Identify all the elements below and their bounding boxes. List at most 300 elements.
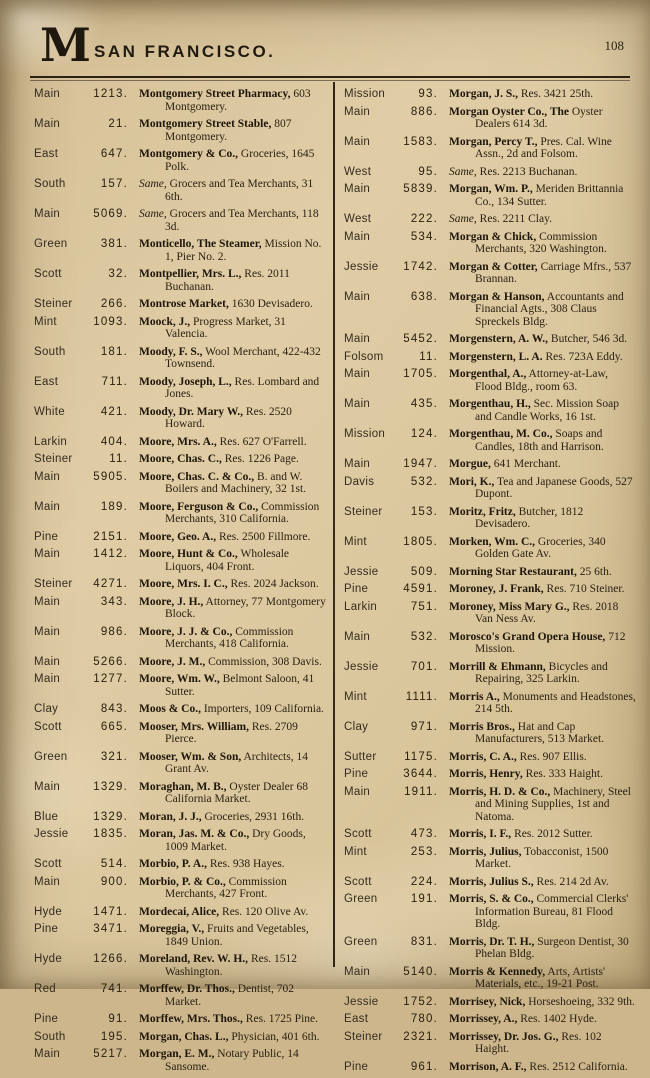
exchange-name: Main <box>34 875 61 888</box>
exchange-name: Mission <box>344 428 386 440</box>
entry-text: Morgan, Percy T., Pres. Cal. Wine Assn., 2d and Folsom. <box>449 135 612 160</box>
phone-number: 1111. <box>405 690 438 703</box>
phone-number: 1471. <box>93 905 128 918</box>
directory-entry <box>34 1031 326 1044</box>
exchange-name: Main <box>34 470 61 483</box>
subscriber-name: Morbio, P. & Co., <box>139 875 226 888</box>
exchange-name: South <box>34 178 66 190</box>
directory-entry <box>344 936 636 961</box>
phone-number: 741. <box>100 983 128 995</box>
directory-entry <box>344 966 636 991</box>
subscriber-name: Morris, C. A., <box>449 750 517 763</box>
entry-text: Morrison, A. F., Res. 2512 California. <box>449 1060 628 1073</box>
directory-entry <box>344 631 636 656</box>
directory-entry <box>34 238 326 263</box>
subscriber-name: Moos & Co., <box>139 703 201 715</box>
directory-entry <box>344 368 636 393</box>
subscriber-name: Morffew, Dr. Thos., <box>139 983 235 995</box>
directory-entry <box>344 183 636 208</box>
directory-entry <box>344 893 636 931</box>
directory-entry <box>34 548 326 573</box>
directory-entry <box>344 231 636 256</box>
phone-number: 843. <box>100 703 128 715</box>
directory-entry <box>34 828 326 853</box>
phone-number: 93. <box>418 88 438 100</box>
directory-entry <box>34 983 326 1008</box>
entry-text: Morgan & Chick, Commission Merchants, 320 Washington. <box>449 230 607 255</box>
directory-entry <box>34 88 326 113</box>
exchange-name: Steiner <box>344 505 383 518</box>
exchange-name: Jessie <box>344 995 379 1008</box>
phone-number: 900. <box>100 875 128 888</box>
exchange-name: Main <box>34 655 61 668</box>
subscriber-name: Moroney, Miss Mary G., <box>449 600 570 613</box>
subscriber-name: Morning Star Restaurant, <box>449 565 577 578</box>
exchange-name: Mint <box>34 315 57 328</box>
directory-entry <box>34 471 326 496</box>
subscriber-name: Morgan, Chas. L., <box>139 1030 229 1043</box>
entry-text: Morris, C. A., Res. 907 Ellis. <box>449 750 587 763</box>
exchange-name: Scott <box>34 858 62 870</box>
entry-text: Morris A., Monuments and Headstones, 214 5th. <box>449 690 636 715</box>
exchange-name: West <box>344 165 372 178</box>
exchange-name: Main <box>34 780 61 793</box>
subscriber-name: Moran, Jas. M. & Co., <box>139 828 250 840</box>
directory-entry <box>34 118 326 143</box>
entry-text: Moock, J., Progress Market, 31 Valencia. <box>139 315 286 340</box>
subscriber-name: Morgenstern, L. A. <box>449 350 543 363</box>
phone-number: 1266. <box>93 953 128 965</box>
directory-entry <box>34 1048 326 1073</box>
header-rule <box>30 76 630 81</box>
entry-text: Montrose Market, 1630 Devisadero. <box>139 298 313 310</box>
entry-text: Morning Star Restaurant, 25 6th. <box>449 565 612 578</box>
exchange-name: Main <box>34 548 61 560</box>
subscriber-name: Moore, Chas. C. & Co., <box>139 470 255 483</box>
entry-text: Morris, H. D. & Co., Machinery, Steel and Mining Supplies, 1st and Natoma. <box>449 785 631 823</box>
entry-text: Moore, Chas. C. & Co., B. and W. Boilers and Machinery, 32 1st. <box>139 470 307 495</box>
exchange-name: Main <box>344 630 371 643</box>
phone-number: 5905. <box>93 470 128 483</box>
phone-number: 665. <box>100 720 128 733</box>
entry-text: Moore, Wm. W., Belmont Saloon, 41 Sutter. <box>139 673 315 698</box>
exchange-name: Hyde <box>34 905 63 918</box>
subscriber-name: Morgenthau, H., <box>449 398 531 410</box>
exchange-name: Main <box>34 208 61 220</box>
exchange-name: West <box>344 213 372 225</box>
subscriber-name: Moreland, Rev. W. H., <box>139 953 249 965</box>
subscriber-name: Morris, Dr. T. H., <box>449 935 535 948</box>
phone-number: 21. <box>108 118 128 130</box>
directory-entry <box>344 876 636 889</box>
exchange-name: Sutter <box>344 750 377 763</box>
subscriber-name: Moore, J. J. & Co., <box>139 625 233 638</box>
directory-entry <box>344 846 636 871</box>
exchange-name: Main <box>344 183 371 195</box>
exchange-name: Main <box>344 333 371 345</box>
subscriber-name: Moreggia, V., <box>139 923 205 935</box>
phone-number: 509. <box>410 565 438 578</box>
directory-entry <box>34 346 326 371</box>
phone-number: 514. <box>100 858 128 870</box>
phone-number: 780. <box>410 1013 438 1025</box>
directory-entry <box>344 691 636 716</box>
directory-entry <box>344 213 636 226</box>
entry-text: Moore, Ferguson & Co., Commission Merchants, 310 California. <box>139 500 320 525</box>
entry-text: Morris, Julius, Tobacconist, 1500 Market. <box>449 845 609 870</box>
directory-entry <box>34 578 326 591</box>
directory-entry <box>344 458 636 471</box>
directory-entry <box>344 333 636 346</box>
phone-number: 404. <box>100 435 128 448</box>
subscriber-name: Moore, Wm. W., <box>139 673 220 685</box>
exchange-name: Mission <box>344 88 386 100</box>
exchange-name: Main <box>344 368 371 380</box>
subscriber-name: Morffew, Mrs. Thos., <box>139 1013 243 1025</box>
entry-text: Monticello, The Steamer, Mission No. 1, Pier No. 2. <box>139 238 322 263</box>
directory-entry <box>344 351 636 364</box>
subscriber-name: Moore, Geo. A., <box>139 530 217 543</box>
directory-entry <box>344 261 636 286</box>
directory-entry <box>344 106 636 131</box>
phone-number: 647. <box>100 148 128 160</box>
entry-text: Morris, Dr. T. H., Surgeon Dentist, 30 Phelan Bldg. <box>449 935 629 960</box>
phone-number: 266. <box>100 298 128 310</box>
exchange-name: Main <box>34 625 61 638</box>
exchange-name: Main <box>34 500 61 513</box>
entry-text: Morgenthau, H., Sec. Mission Soap and Candle Works, 16 1st. <box>449 398 619 423</box>
column-divider <box>333 82 335 967</box>
entry-text: Moore, Mrs. A., Res. 627 O'Farrell. <box>139 435 307 448</box>
phone-number: 435. <box>410 398 438 410</box>
directory-entry <box>344 291 636 329</box>
subscriber-name: Morbio, P. A., <box>139 858 207 870</box>
exchange-name: Pine <box>34 923 59 935</box>
exchange-name: Clay <box>34 703 59 715</box>
entry-text: Morrissey, Dr. Jos. G., Res. 102 Haight. <box>449 1030 602 1055</box>
directory-entry <box>344 828 636 841</box>
directory-entry <box>34 298 326 311</box>
directory-entry <box>344 476 636 501</box>
subscriber-name: Mordecai, Alice, <box>139 905 220 918</box>
entry-text: Moreland, Rev. W. H., Res. 1512 Washington. <box>139 953 297 978</box>
phone-number: 5266. <box>93 655 128 668</box>
directory-column-right <box>344 88 636 1078</box>
exchange-name: Larkin <box>344 600 378 613</box>
phone-number: 3471. <box>93 923 128 935</box>
phone-number: 751. <box>410 600 438 613</box>
entry-text: Moore, J. M., Commission, 308 Davis. <box>139 655 322 668</box>
entry-text: Mori, K., Tea and Japanese Goods, 527 Dupont. <box>449 475 633 500</box>
phone-number: 343. <box>100 595 128 608</box>
directory-entry <box>34 781 326 806</box>
directory-entry <box>34 858 326 871</box>
phone-number: 5069. <box>93 208 128 220</box>
directory-entry <box>34 531 326 544</box>
phone-number: 711. <box>101 375 128 388</box>
phone-number: 157. <box>100 178 128 190</box>
subscriber-name: Morgan Oyster Co., The <box>449 105 569 118</box>
exchange-name: Jessie <box>344 660 379 673</box>
phone-number: 1947. <box>403 458 438 470</box>
phone-number: 124. <box>410 428 438 440</box>
directory-entry <box>344 661 636 686</box>
entry-text: Morris, I. F., Res. 2012 Sutter. <box>449 828 593 840</box>
directory-entry <box>344 583 636 596</box>
phone-number: 986. <box>100 625 128 638</box>
exchange-name: Green <box>344 893 378 905</box>
entry-text: Mordecai, Alice, Res. 120 Olive Av. <box>139 905 309 918</box>
exchange-name: Main <box>344 230 371 243</box>
subscriber-name: Morgan, Wm. P., <box>449 183 533 195</box>
page-number: 108 <box>604 38 624 53</box>
directory-entry <box>344 566 636 579</box>
directory-entry <box>34 953 326 978</box>
phone-number: 381. <box>100 238 128 250</box>
directory-entry <box>344 751 636 764</box>
entry-text: Moore, Hunt & Co., Wholesale Liquors, 404 Front. <box>139 548 290 573</box>
directory-entry <box>34 703 326 716</box>
subscriber-name: Morgan & Hanson, <box>449 290 545 303</box>
entry-text: Moroney, Miss Mary G., Res. 2018 Van Ness Av. <box>449 600 619 625</box>
entry-text: Morris & Kennedy, Arts, Artists' Materials, etc., 19-21 Post. <box>449 965 606 990</box>
phone-number: 1752. <box>403 995 438 1008</box>
subscriber-name: Morgenthal, A., <box>449 368 527 380</box>
subscriber-name: Same, <box>449 165 477 178</box>
entry-text: Morrill & Ehmann, Bicycles and Repairing, 325 Larkin. <box>449 660 608 685</box>
exchange-name: Main <box>34 88 61 100</box>
subscriber-name: Morrisey, Nick, <box>449 995 526 1008</box>
exchange-name: Mint <box>344 845 367 858</box>
subscriber-name: Morrissey, Dr. Jos. G., <box>449 1030 559 1043</box>
exchange-name: Jessie <box>344 260 379 273</box>
phone-number: 321. <box>100 750 128 763</box>
subscriber-name: Montgomery Street Stable, <box>139 118 272 130</box>
page-title: SAN FRANCISCO. <box>94 42 276 61</box>
entry-text: Moos & Co., Importers, 109 California. <box>139 703 324 715</box>
directory-entry <box>344 166 636 179</box>
subscriber-name: Moore, Mrs. I. C., <box>139 578 228 590</box>
entry-text: Same, Grocers and Tea Merchants, 31 6th. <box>139 178 314 203</box>
exchange-name: Main <box>344 135 371 148</box>
entry-text: Moran, Jas. M. & Co., Dry Goods, 1009 Market. <box>139 828 306 853</box>
exchange-name: Steiner <box>34 298 73 310</box>
entry-text: Moreggia, V., Fruits and Vegetables, 1849 Union. <box>139 923 309 948</box>
phone-number: 153. <box>410 505 438 518</box>
phone-number: 5839. <box>403 183 438 195</box>
exchange-name: East <box>34 375 59 388</box>
directory-entry <box>34 406 326 431</box>
subscriber-name: Moroney, J. Frank, <box>449 583 544 595</box>
directory-entry <box>34 673 326 698</box>
exchange-name: Main <box>344 458 371 470</box>
subscriber-name: Same, <box>449 213 477 225</box>
directory-entry <box>344 136 636 161</box>
subscriber-name: Moore, Hunt & Co., <box>139 548 238 560</box>
subscriber-name: Moore, Chas. C., <box>139 453 222 465</box>
exchange-name: Jessie <box>344 565 379 578</box>
entry-text: Morgan & Hanson, Accountants and Financial Agts., 308 Claus Spreckels Bldg. <box>449 290 624 328</box>
subscriber-name: Morgan & Chick, <box>449 230 537 243</box>
phone-number: 222. <box>410 213 438 225</box>
subscriber-name: Moody, Dr. Mary W., <box>139 405 244 418</box>
exchange-name: Jessie <box>34 828 69 840</box>
directory-entry <box>344 768 636 781</box>
directory-entry <box>34 436 326 449</box>
phone-number: 1093. <box>93 315 128 328</box>
subscriber-name: Morken, Wm. C., <box>449 535 536 548</box>
subscriber-name: Morgan, J. S., <box>449 88 518 100</box>
phone-number: 91. <box>108 1013 128 1025</box>
exchange-name: Green <box>344 935 378 948</box>
directory-entry <box>344 601 636 626</box>
entry-text: Moody, Dr. Mary W., Res. 2520 Howard. <box>139 405 292 430</box>
directory-entry <box>344 88 636 101</box>
subscriber-name: Morrill & Ehmann, <box>449 660 546 673</box>
phone-number: 1175. <box>404 750 438 763</box>
subscriber-name: Morrison, A. F., <box>449 1060 527 1073</box>
section-letter: M <box>40 18 91 72</box>
subscriber-name: Same, <box>139 208 167 220</box>
phone-number: 961. <box>410 1060 438 1073</box>
entry-text: Mooser, Mrs. William, Res. 2709 Pierce. <box>139 720 298 745</box>
subscriber-name: Same, <box>139 178 167 190</box>
entry-text: Morken, Wm. C., Groceries, 340 Golden Gate Av. <box>449 535 606 560</box>
phone-number: 1583. <box>403 135 438 148</box>
entry-text: Moore, J. H., Attorney, 77 Montgomery Block. <box>139 595 326 620</box>
phone-number: 701. <box>410 660 438 673</box>
phone-number: 1911. <box>404 785 438 798</box>
phone-number: 1705. <box>403 368 438 380</box>
entry-text: Morris Bros., Hat and Cap Manufacturers, 513 Market. <box>449 720 605 745</box>
entry-text: Morgenthal, A., Attorney-at-Law, Flood Bldg., room 63. <box>449 368 608 393</box>
phone-number: 421. <box>100 405 128 418</box>
directory-entry <box>344 996 636 1009</box>
phone-number: 11. <box>419 350 438 363</box>
directory-entry <box>34 178 326 203</box>
phone-number: 971. <box>410 720 438 733</box>
exchange-name: Davis <box>344 475 375 488</box>
subscriber-name: Moritz, Fritz, <box>449 505 516 518</box>
exchange-name: East <box>344 1013 369 1025</box>
subscriber-name: Moody, Joseph, L., <box>139 375 232 388</box>
subscriber-name: Morris, S. & Co., <box>449 893 534 905</box>
entry-text: Morgue, 641 Merchant. <box>449 458 561 470</box>
subscriber-name: Mori, K., <box>449 475 495 488</box>
entry-text: Moore, J. J. & Co., Commission Merchants, 418 California. <box>139 625 294 650</box>
page-header <box>36 18 624 72</box>
exchange-name: Red <box>34 983 56 995</box>
exchange-name: South <box>34 1030 66 1043</box>
entry-text: Moritz, Fritz, Butcher, 1812 Devisadero. <box>449 505 584 530</box>
subscriber-name: Monticello, The Steamer, <box>139 238 262 250</box>
subscriber-name: Montgomery Street Pharmacy, <box>139 88 291 100</box>
subscriber-name: Morris, Julius, <box>449 845 522 858</box>
entry-text: Moody, F. S., Wool Merchant, 422-432 Townsend. <box>139 345 321 370</box>
subscriber-name: Moraghan, M. B., <box>139 780 227 793</box>
entry-text: Moore, Geo. A., Res. 2500 Fillmore. <box>139 530 311 543</box>
subscriber-name: Morgenthau, M. Co., <box>449 428 553 440</box>
entry-text: Morris, Henry, Res. 333 Haight. <box>449 768 603 780</box>
entry-text: Morgan, Chas. L., Physician, 401 6th. <box>139 1030 320 1043</box>
subscriber-name: Moore, J. M., <box>139 655 206 668</box>
subscriber-name: Morris Bros., <box>449 720 515 733</box>
subscriber-name: Morgan, Percy T., <box>449 135 538 148</box>
subscriber-name: Morgue, <box>449 458 491 470</box>
directory-entry <box>344 1061 636 1074</box>
directory-entry <box>34 721 326 746</box>
exchange-name: Main <box>344 398 371 410</box>
directory-entry <box>34 811 326 824</box>
entry-text: Montgomery Street Stable, 807 Montgomery. <box>139 118 292 143</box>
phone-number: 1412. <box>93 548 128 560</box>
exchange-name: Steiner <box>34 578 73 590</box>
exchange-name: Main <box>34 1048 61 1060</box>
exchange-name: Main <box>34 118 61 130</box>
exchange-name: Hyde <box>34 953 63 965</box>
phone-number: 189. <box>100 500 128 513</box>
entry-text: Morgan Oyster Co., The Oyster Dealers 614 3d. <box>449 105 603 130</box>
entry-text: Mooser, Wm. & Son, Architects, 14 Grant Av. <box>139 750 308 775</box>
exchange-name: South <box>34 345 66 358</box>
subscriber-name: Morris, Henry, <box>449 768 523 780</box>
phone-number: 4591. <box>403 583 438 595</box>
entry-text: Morgenstern, A. W., Butcher, 546 3d. <box>449 333 628 345</box>
exchange-name: Clay <box>344 720 369 733</box>
entry-text: Morris, S. & Co., Commercial Clerks' Information Bureau, 81 Flood Bldg. <box>449 893 629 930</box>
directory-entry <box>34 876 326 901</box>
exchange-name: Main <box>34 673 61 685</box>
entry-text: Morgan, E. M., Notary Public, 14 Sansome. <box>139 1048 299 1073</box>
exchange-name: Pine <box>34 530 59 543</box>
phone-number: 11. <box>109 453 128 465</box>
subscriber-name: Morris, H. D. & Co., <box>449 785 551 798</box>
subscriber-name: Morrissey, A., <box>449 1013 518 1025</box>
entry-text: Morffew, Mrs. Thos., Res. 1725 Pine. <box>139 1013 318 1025</box>
directory-entry <box>34 453 326 466</box>
subscriber-name: Morgenstern, A. W., <box>449 333 549 345</box>
entry-text: Morgenstern, L. A. Res. 723A Eddy. <box>449 350 623 363</box>
phone-number: 191. <box>410 893 438 905</box>
directory-column-left <box>34 88 326 1078</box>
subscriber-name: Morris, Julius S., <box>449 875 534 888</box>
directory-entry <box>34 923 326 948</box>
entry-text: Moore, Chas. C., Res. 1226 Page. <box>139 453 299 465</box>
exchange-name: Main <box>344 290 371 303</box>
subscriber-name: Morris & Kennedy, <box>449 965 546 978</box>
entry-text: Moraghan, M. B., Oyster Dealer 68 California Market. <box>139 780 308 805</box>
exchange-name: Scott <box>34 268 62 280</box>
directory-entry <box>34 626 326 651</box>
exchange-name: White <box>34 405 65 418</box>
phone-number: 886. <box>410 105 438 118</box>
entry-text: Montgomery Street Pharmacy, 603 Montgomery. <box>139 88 311 113</box>
directory-entry <box>344 1031 636 1056</box>
exchange-name: Mint <box>344 690 367 703</box>
directory-entry <box>34 656 326 669</box>
exchange-name: Mint <box>344 535 367 548</box>
phone-number: 831. <box>410 935 438 948</box>
subscriber-name: Morris, I. F., <box>449 828 512 840</box>
subscriber-name: Mooser, Mrs. William, <box>139 720 249 733</box>
exchange-name: Folsom <box>344 350 384 363</box>
directory-entry <box>34 208 326 233</box>
entry-text: Morrisey, Nick, Horseshoeing, 332 9th. <box>449 995 635 1008</box>
phone-number: 1329. <box>93 780 128 793</box>
directory-entry <box>344 506 636 531</box>
entry-text: Moore, Mrs. I. C., Res. 2024 Jackson. <box>139 578 319 590</box>
exchange-name: Green <box>34 238 68 250</box>
